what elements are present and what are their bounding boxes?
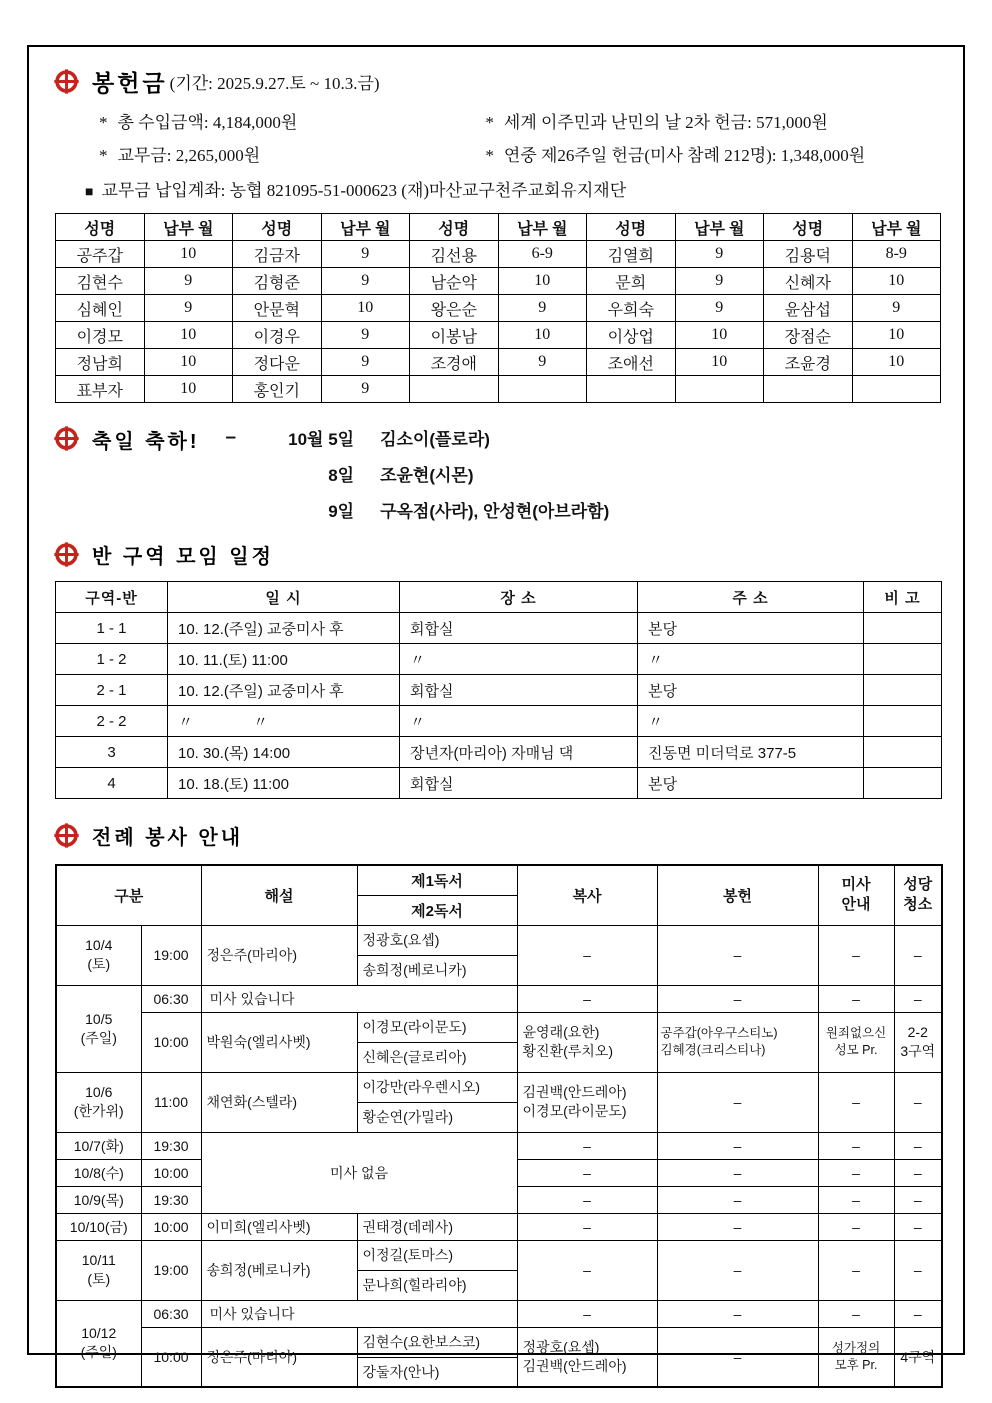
dues-name: 왕은순 (410, 295, 499, 322)
guide-line2: 모후 Pr. (834, 1357, 878, 1372)
date: 10/4 (85, 937, 113, 954)
day: (한가위) (73, 1103, 124, 1119)
bullet-star: * (99, 113, 108, 132)
liturgy-section-head (53, 821, 939, 850)
district-zone: 4 (56, 768, 168, 799)
col-haeseol: 해설 (201, 865, 357, 925)
bullet-star: * (485, 113, 494, 132)
bullet-star: * (99, 146, 108, 165)
district-zone: 1 - 2 (56, 644, 168, 675)
date: 10/6 (85, 1084, 113, 1101)
district-col-header: 구역-반 (56, 582, 168, 613)
liturgy-time: 10:00 (141, 1327, 201, 1387)
liturgy-date (56, 985, 141, 1072)
dues-name: 김금자 (233, 241, 322, 268)
dues-name (764, 376, 853, 403)
mass-guide (818, 1012, 894, 1072)
mass-guide: – (818, 925, 894, 985)
mass-guide: – (818, 1132, 894, 1159)
district-row (56, 675, 942, 706)
guide-line1: 성가정의 (831, 1340, 881, 1355)
liturgy-row (56, 1240, 942, 1270)
liturgy-row (56, 1132, 942, 1159)
dues-month: 10 (852, 268, 941, 295)
feast-lines (254, 425, 609, 522)
liturgy-time: 10:00 (141, 1159, 201, 1186)
dues-col-month: 납부 월 (144, 214, 233, 241)
district-place: 회합실 (400, 613, 638, 644)
dues-name: 장점순 (764, 322, 853, 349)
dues-month: 8-9 (852, 241, 941, 268)
server (517, 1012, 657, 1072)
dues-name: 홍인기 (233, 376, 322, 403)
district-zone: 2 - 1 (56, 675, 168, 706)
cleaning: – (894, 1240, 942, 1300)
col-misa-line1: 미사 (841, 876, 871, 893)
mass-guide: – (818, 1300, 894, 1327)
dues-name: 심혜인 (56, 295, 145, 322)
district-address: 진동면 미더덕로 377-5 (638, 737, 864, 768)
dues-month: 9 (852, 295, 941, 322)
date: 10/12 (81, 1325, 117, 1342)
feast-line (254, 425, 609, 450)
offering-item (99, 141, 485, 166)
cleaning: – (894, 985, 942, 1012)
district-address: 본당 (638, 768, 864, 799)
dues-month: 9 (321, 241, 410, 268)
server-1: 정광호(요셉) (522, 1338, 600, 1355)
liturgy-time: 19:30 (141, 1132, 201, 1159)
offering-item (99, 108, 485, 133)
guide-line2: 성모 Pr. (834, 1043, 878, 1057)
dues-row (56, 322, 941, 349)
col-cheongso-line1: 성당 (903, 876, 933, 893)
offering-item-text: 세계 이주민과 난민의 날 2차 헌금: 571,000원 (503, 113, 828, 132)
server: – (517, 925, 657, 985)
offering-1: 공주갑(아우구스티노) (660, 1026, 778, 1041)
feast-date: 9일 (328, 502, 355, 521)
district-place: 〃 (400, 644, 638, 675)
dues-col-month: 납부 월 (498, 214, 587, 241)
reading-1: 이경모(라이문도) (357, 1012, 517, 1042)
district-row (56, 644, 942, 675)
col-bongheon: 봉헌 (657, 865, 818, 925)
server (517, 1072, 657, 1132)
liturgy-table (55, 864, 943, 1388)
offering-item (485, 141, 939, 166)
dues-name: 조애선 (587, 349, 676, 376)
dues-name: 조윤경 (764, 349, 853, 376)
liturgy-time: 19:00 (141, 1240, 201, 1300)
district-section-head (53, 540, 939, 569)
liturgy-time: 11:00 (141, 1072, 201, 1132)
district-place: 〃 (400, 706, 638, 737)
cleaning-line1: 2-2 (907, 1024, 928, 1041)
dues-name: 남순악 (410, 268, 499, 295)
server: – (517, 1159, 657, 1186)
reading-2: 강둘자(안나) (357, 1357, 517, 1387)
cleaning: – (894, 1186, 942, 1213)
dues-month: 10 (498, 322, 587, 349)
liturgy-row (56, 1213, 942, 1240)
liturgy-date: 10/10(금) (56, 1213, 141, 1240)
dues-name: 안문혁 (233, 295, 322, 322)
reading-2: 신혜은(글로리아) (357, 1042, 517, 1072)
server: – (517, 1132, 657, 1159)
dues-table (55, 213, 941, 403)
liturgy-title: 전례 봉사 안내 (92, 827, 244, 849)
cleaning: – (894, 1300, 942, 1327)
col-boksa: 복사 (517, 865, 657, 925)
offering-cell (657, 1012, 818, 1072)
offering-cell: – (657, 1327, 818, 1387)
dues-name: 이경모 (56, 322, 145, 349)
dues-month: 10 (144, 376, 233, 403)
liturgy-row (56, 1327, 942, 1357)
dues-name: 이경우 (233, 322, 322, 349)
cross-circle-icon (53, 541, 80, 568)
district-row (56, 737, 942, 768)
feast-line (254, 497, 609, 522)
dues-name: 표부자 (56, 376, 145, 403)
liturgy-time: 19:30 (141, 1186, 201, 1213)
district-note (864, 644, 942, 675)
reading-1: 권태경(데레사) (357, 1213, 517, 1240)
feast-dash: – (225, 427, 237, 448)
liturgy-time: 06:30 (141, 985, 201, 1012)
cleaning: – (894, 1213, 942, 1240)
offering-cell: – (657, 1159, 818, 1186)
mass-guide: – (818, 1186, 894, 1213)
commentator: 정은주(마리아) (201, 925, 357, 985)
reading-1: 이강만(라우렌시오) (357, 1072, 517, 1102)
dues-month: 10 (852, 322, 941, 349)
reading-1: 김현수(요한보스코) (357, 1327, 517, 1357)
dues-month: 9 (321, 322, 410, 349)
district-address: 〃 (638, 706, 864, 737)
dues-row (56, 241, 941, 268)
dues-month: 9 (675, 295, 764, 322)
district-place: 회합실 (400, 768, 638, 799)
district-row (56, 706, 942, 737)
offering-cell: – (657, 1240, 818, 1300)
offering-cell: – (657, 925, 818, 985)
cleaning: – (894, 1072, 942, 1132)
liturgy-header-row (56, 865, 942, 895)
district-note (864, 675, 942, 706)
server: – (517, 1240, 657, 1300)
district-note (864, 768, 942, 799)
feast-date: 10월 5일 (288, 430, 355, 449)
guide-line1: 원죄없으신 (825, 1026, 887, 1041)
bullet-star: * (485, 146, 494, 165)
liturgy-date (56, 1072, 141, 1132)
dues-col-name: 성명 (410, 214, 499, 241)
dues-month (498, 376, 587, 403)
col-reading1: 제1독서 (357, 865, 517, 895)
district-datetime: 10. 12.(주일) 교중미사 후 (168, 675, 400, 706)
district-datetime: 10. 18.(토) 11:00 (168, 768, 400, 799)
liturgy-date (56, 1240, 141, 1300)
col-misa-line2: 안내 (841, 896, 871, 914)
liturgy-date: 10/8(수) (56, 1159, 141, 1186)
district-note (864, 737, 942, 768)
district-address: 〃 (638, 644, 864, 675)
offering-item-text: 총 수입금액: 4,184,000원 (117, 113, 298, 132)
dues-col-name: 성명 (233, 214, 322, 241)
dues-col-name: 성명 (587, 214, 676, 241)
district-place: 회합실 (400, 675, 638, 706)
dues-month: 9 (675, 241, 764, 268)
district-zone: 3 (56, 737, 168, 768)
server: – (517, 985, 657, 1012)
dues-name: 윤삼섭 (764, 295, 853, 322)
liturgy-time: 19:00 (141, 925, 201, 985)
day: (토) (87, 956, 111, 972)
dues-name: 우희숙 (587, 295, 676, 322)
offering-item (485, 108, 939, 133)
district-note (864, 706, 942, 737)
offering-cell: – (657, 1186, 818, 1213)
server: – (517, 1213, 657, 1240)
dues-month (675, 376, 764, 403)
dues-month: 9 (321, 268, 410, 295)
dues-name: 문희 (587, 268, 676, 295)
offering-section-head (53, 65, 939, 98)
dues-name: 김선용 (410, 241, 499, 268)
dues-month: 10 (144, 241, 233, 268)
dues-month: 9 (498, 349, 587, 376)
district-title: 반 구역 모임 일정 (92, 546, 274, 568)
dues-name: 김형준 (233, 268, 322, 295)
cleaning-line2: 3구역 (900, 1043, 936, 1059)
dues-name: 조경애 (410, 349, 499, 376)
dues-month: 10 (675, 322, 764, 349)
district-address: 본당 (638, 675, 864, 706)
mass-guide: – (818, 1240, 894, 1300)
col-cheongso (894, 865, 942, 925)
liturgy-row (56, 1072, 942, 1102)
offering-cell: – (657, 1132, 818, 1159)
liturgy-row (56, 985, 942, 1012)
dues-month: 10 (144, 349, 233, 376)
dues-row (56, 295, 941, 322)
mass-guide: – (818, 1072, 894, 1132)
mass-guide: – (818, 985, 894, 1012)
dues-name: 공주갑 (56, 241, 145, 268)
col-misa-annae (818, 865, 894, 925)
dues-month: 9 (321, 376, 410, 403)
feast-title: 축일 축하! (92, 431, 200, 453)
day: (주일) (80, 1344, 117, 1361)
mass-guide: – (818, 1213, 894, 1240)
liturgy-time: 10:00 (141, 1213, 201, 1240)
district-datetime: 10. 30.(목) 14:00 (168, 737, 400, 768)
cleaning: – (894, 925, 942, 985)
square-bullet-icon: ■ (85, 185, 94, 200)
offering-2: 김혜경(크리스티나) (660, 1043, 766, 1057)
dues-name (410, 376, 499, 403)
dues-name (587, 376, 676, 403)
cleaning: – (894, 1132, 942, 1159)
feast-names: 구옥점(사라), 안성현(아브라함) (380, 502, 610, 521)
district-datetime: 10. 12.(주일) 교중미사 후 (168, 613, 400, 644)
server-2: 이경모(라이문도) (522, 1103, 627, 1119)
district-col-header: 주 소 (638, 582, 864, 613)
dues-name: 신혜자 (764, 268, 853, 295)
dues-month (852, 376, 941, 403)
server-1: 윤영래(요한) (522, 1024, 600, 1041)
commentator: 송희정(베로니카) (201, 1240, 357, 1300)
liturgy-row (56, 925, 942, 955)
dues-month: 9 (144, 295, 233, 322)
dues-name: 김현수 (56, 268, 145, 295)
day: (주일) (80, 1029, 117, 1046)
col-reading2: 제2독서 (357, 895, 517, 925)
mass-notice: 미사 있습니다 (201, 1300, 517, 1327)
district-datetime: 〃 〃 (168, 706, 400, 737)
date: 10/11 (81, 1252, 116, 1269)
server: – (517, 1186, 657, 1213)
page-frame (27, 45, 965, 1380)
offering-item-text: 연중 제26주일 헌금(미사 참례 212명): 1,348,000원 (503, 146, 866, 165)
dues-header-row (56, 214, 941, 241)
reading-1: 정광호(요셉) (357, 925, 517, 955)
liturgy-date (56, 925, 141, 985)
account-note-text: 교무금 납입계좌: 농협 821095-51-000623 (재)마산교구천주교회유지재단 (101, 181, 627, 200)
cross-circle-icon (53, 822, 80, 849)
reading-2: 황순연(가밀라) (357, 1102, 517, 1132)
offering-title: 봉헌금 (92, 71, 168, 96)
offering-item-text: 교무금: 2,265,000원 (117, 146, 261, 165)
feast-names: 조윤현(시몬) (380, 466, 474, 485)
cleaning (894, 1012, 942, 1072)
offering-cell: – (657, 985, 818, 1012)
dues-name: 이상업 (587, 322, 676, 349)
server-1: 김권백(안드레아) (522, 1084, 627, 1101)
commentator: 이미희(엘리사벳) (201, 1213, 357, 1240)
district-note (864, 613, 942, 644)
day: (토) (87, 1271, 111, 1287)
district-col-header: 비 고 (864, 582, 942, 613)
liturgy-time: 10:00 (141, 1012, 201, 1072)
district-header-row (56, 582, 942, 613)
district-row (56, 768, 942, 799)
col-gubun: 구분 (56, 865, 201, 925)
feast-section (53, 425, 939, 522)
offering-cell: – (657, 1213, 818, 1240)
commentator: 박원숙(엘리사벳) (201, 1012, 357, 1072)
liturgy-row (56, 1300, 942, 1327)
dues-row (56, 268, 941, 295)
liturgy-date (56, 1300, 141, 1387)
cross-circle-icon (53, 425, 80, 452)
district-zone: 1 - 1 (56, 613, 168, 644)
offering-cell: – (657, 1300, 818, 1327)
liturgy-date: 10/7(화) (56, 1132, 141, 1159)
district-address: 본당 (638, 613, 864, 644)
server-2: 김권백(안드레아) (522, 1357, 627, 1374)
dues-row (56, 349, 941, 376)
district-row (56, 613, 942, 644)
district-datetime: 10. 11.(토) 11:00 (168, 644, 400, 675)
mass-guide: – (818, 1159, 894, 1186)
dues-row (56, 376, 941, 403)
reading-2: 문나희(힐라리야) (357, 1270, 517, 1300)
account-note (85, 176, 939, 201)
dues-month: 10 (321, 295, 410, 322)
dues-month: 6-9 (498, 241, 587, 268)
cross-circle-icon (53, 68, 80, 95)
offering-period: (기간: 2025.9.27.토 ~ 10.3.금) (169, 74, 380, 93)
reading-1: 이정길(토마스) (357, 1240, 517, 1270)
liturgy-date: 10/9(목) (56, 1186, 141, 1213)
dues-col-month: 납부 월 (675, 214, 764, 241)
liturgy-time: 06:30 (141, 1300, 201, 1327)
dues-month: 10 (852, 349, 941, 376)
dues-name: 정남희 (56, 349, 145, 376)
cleaning: – (894, 1159, 942, 1186)
dues-name: 이봉남 (410, 322, 499, 349)
district-col-header: 일 시 (168, 582, 400, 613)
dues-month: 9 (498, 295, 587, 322)
col-cheongso-line2: 청소 (903, 896, 933, 914)
dues-month: 10 (675, 349, 764, 376)
dues-month: 9 (675, 268, 764, 295)
mass-notice: 미사 있습니다 (201, 985, 517, 1012)
cleaning: 4구역 (894, 1327, 942, 1387)
server: – (517, 1300, 657, 1327)
dues-name: 김열희 (587, 241, 676, 268)
dues-name: 김용덕 (764, 241, 853, 268)
dues-month: 9 (321, 349, 410, 376)
date: 10/5 (85, 1010, 113, 1027)
dues-name: 정다운 (233, 349, 322, 376)
district-zone: 2 - 2 (56, 706, 168, 737)
dues-col-month: 납부 월 (321, 214, 410, 241)
no-mass-cell: 미사 없음 (201, 1132, 517, 1213)
server (517, 1327, 657, 1387)
offering-bullets (99, 108, 939, 166)
dues-col-month: 납부 월 (852, 214, 941, 241)
dues-month: 10 (144, 322, 233, 349)
district-place: 장년자(마리아) 자매님 댁 (400, 737, 638, 768)
district-table (55, 581, 942, 799)
feast-line (254, 461, 609, 486)
dues-month: 10 (498, 268, 587, 295)
feast-date: 8일 (328, 466, 355, 485)
commentator: 채연화(스텔라) (201, 1072, 357, 1132)
mass-guide (818, 1327, 894, 1387)
server-2: 황진환(루치오) (522, 1043, 613, 1059)
dues-col-name: 성명 (56, 214, 145, 241)
reading-2: 송희정(베로니카) (357, 955, 517, 985)
offering-cell: – (657, 1072, 818, 1132)
commentator: 정은주(마리아) (201, 1327, 357, 1387)
dues-col-name: 성명 (764, 214, 853, 241)
feast-names: 김소이(플로라) (380, 430, 490, 449)
liturgy-row (56, 1012, 942, 1042)
dues-month: 9 (144, 268, 233, 295)
district-col-header: 장 소 (400, 582, 638, 613)
